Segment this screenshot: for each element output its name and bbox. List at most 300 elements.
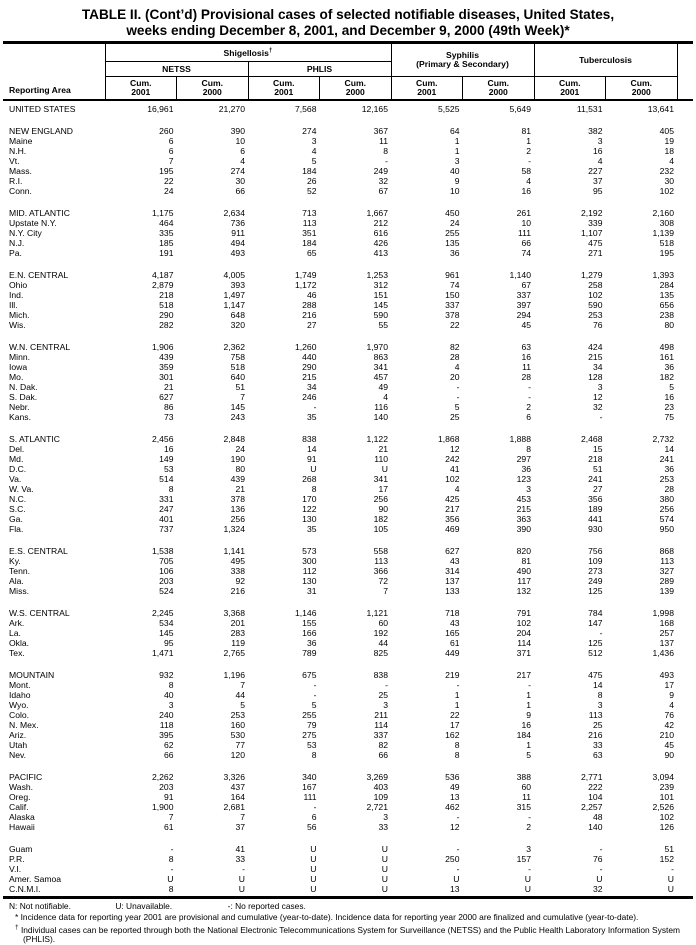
value-cell: 217 xyxy=(516,670,531,681)
value-cell: 253 xyxy=(230,710,245,721)
value-cell: 457 xyxy=(373,372,388,383)
value-cell: 3,094 xyxy=(652,772,674,783)
value-cell: 37 xyxy=(235,822,245,833)
value-cell: U xyxy=(524,874,531,885)
value-cell: 74 xyxy=(449,280,460,291)
value-cell: 3,326 xyxy=(223,772,245,783)
value-cell: 380 xyxy=(659,494,674,505)
row-label: Mont. xyxy=(9,680,31,691)
table-row xyxy=(3,596,677,618)
value-cell: 45 xyxy=(664,740,674,751)
table-row xyxy=(3,628,677,638)
value-cell: 36 xyxy=(664,362,674,373)
value-cell: 789 xyxy=(302,648,317,659)
value-cell: 289 xyxy=(659,576,674,587)
value-cell: 65 xyxy=(306,248,317,259)
value-cell: - xyxy=(599,844,603,855)
value-cell: 356 xyxy=(445,514,460,525)
value-cell: U xyxy=(381,884,388,895)
value-cell: 215 xyxy=(302,372,317,383)
row-label: PACIFIC xyxy=(9,772,43,783)
value-cell: 2,362 xyxy=(223,342,245,353)
value-cell: 140 xyxy=(373,412,388,423)
value-cell: 253 xyxy=(588,310,603,321)
value-cell: 627 xyxy=(159,392,174,403)
value-cell: 55 xyxy=(378,320,388,331)
value-cell: 268 xyxy=(302,474,317,485)
value-cell: - xyxy=(456,382,460,393)
value-cell: 32 xyxy=(378,176,388,187)
table-row xyxy=(3,330,677,352)
value-cell: 784 xyxy=(588,608,603,619)
value-cell: 201 xyxy=(230,618,245,629)
value-cell: 120 xyxy=(230,750,245,761)
value-cell: 863 xyxy=(373,352,388,363)
value-cell: 162 xyxy=(445,730,460,741)
value-cell: 184 xyxy=(516,730,531,741)
value-cell: 675 xyxy=(302,670,317,681)
legend-unavailable: U: Unavailable. xyxy=(115,901,173,912)
value-cell: 102 xyxy=(516,618,531,629)
value-cell: 4,187 xyxy=(151,270,174,281)
row-label: Miss. xyxy=(9,586,30,597)
value-cell: 359 xyxy=(159,362,174,373)
value-cell: 165 xyxy=(445,628,460,639)
value-cell: 151 xyxy=(373,290,388,301)
value-cell: 932 xyxy=(159,670,174,681)
value-cell: 2,681 xyxy=(223,802,245,813)
value-cell: 16 xyxy=(163,444,174,455)
value-cell: 405 xyxy=(659,126,674,137)
value-cell: 167 xyxy=(302,782,317,793)
year-label: 2000 xyxy=(345,87,365,98)
table-row xyxy=(3,812,677,822)
table-row xyxy=(3,382,677,392)
value-cell: 22 xyxy=(163,176,174,187)
value-cell: 102 xyxy=(588,290,603,301)
value-cell: 1,279 xyxy=(580,270,603,281)
row-label: N.H. xyxy=(9,146,27,157)
value-cell: 524 xyxy=(159,586,174,597)
value-cell: 130 xyxy=(302,514,317,525)
value-cell: 253 xyxy=(659,474,674,485)
value-cell: 3 xyxy=(454,156,460,167)
value-cell: - xyxy=(385,156,388,167)
value-cell: 3 xyxy=(597,136,603,147)
table-row xyxy=(3,514,677,524)
value-cell: 36 xyxy=(449,248,460,259)
value-cell: 2 xyxy=(526,402,531,413)
value-cell: 6 xyxy=(168,146,174,157)
value-cell: 3 xyxy=(597,382,603,393)
value-cell: 219 xyxy=(445,670,460,681)
value-cell: 440 xyxy=(302,352,317,363)
value-cell: 74 xyxy=(521,248,531,259)
table-row xyxy=(3,258,677,280)
row-label: Nev. xyxy=(9,750,27,761)
row-label: N. Mex. xyxy=(9,720,39,731)
value-cell: 217 xyxy=(445,504,460,515)
value-cell: 382 xyxy=(588,126,603,137)
value-cell: - xyxy=(456,812,460,823)
cum-label: Cum. xyxy=(201,77,223,88)
table-row xyxy=(3,854,677,864)
column-header-syphilis-cum-2000 xyxy=(463,77,535,100)
row-label: Vt. xyxy=(9,156,20,167)
value-cell: 41 xyxy=(235,844,245,855)
value-cell: 102 xyxy=(659,812,674,823)
value-cell: 13,641 xyxy=(647,104,674,115)
value-cell: 75 xyxy=(664,412,674,423)
value-cell: 390 xyxy=(516,524,531,535)
row-label: N.C. xyxy=(9,494,27,505)
value-cell: U xyxy=(310,854,317,865)
value-cell: 341 xyxy=(373,474,388,485)
value-cell: - xyxy=(456,680,460,691)
value-cell: 184 xyxy=(302,166,317,177)
row-label: Md. xyxy=(9,454,24,465)
value-cell: 133 xyxy=(445,586,460,597)
column-group-syphilis xyxy=(391,44,534,77)
value-cell: 441 xyxy=(588,514,603,525)
row-label: Ala. xyxy=(9,576,24,587)
footnote-marker: † xyxy=(15,923,19,931)
value-cell: 475 xyxy=(588,670,603,681)
value-cell: 2,765 xyxy=(223,648,245,659)
value-cell: U xyxy=(238,884,245,895)
value-cell: 403 xyxy=(373,782,388,793)
value-cell: 356 xyxy=(588,494,603,505)
value-cell: 112 xyxy=(302,566,317,577)
value-cell: 558 xyxy=(373,546,388,557)
value-cell: 66 xyxy=(378,750,388,761)
value-cell: 1,749 xyxy=(294,270,317,281)
value-cell: 35 xyxy=(306,524,317,535)
table-row xyxy=(3,146,677,156)
value-cell: 1,253 xyxy=(366,270,388,281)
value-cell: 95 xyxy=(592,186,603,197)
value-cell: 249 xyxy=(588,576,603,587)
value-cell: 534 xyxy=(159,618,174,629)
value-cell: 656 xyxy=(659,300,674,311)
value-cell: 3,269 xyxy=(366,772,388,783)
table-row xyxy=(3,822,677,832)
value-cell: 1,140 xyxy=(509,270,531,281)
value-cell: 145 xyxy=(230,402,245,413)
row-label: Del. xyxy=(9,444,25,455)
column-header-reporting-area: Reporting Area xyxy=(3,44,105,99)
value-cell: 1,122 xyxy=(366,434,388,445)
value-cell: U xyxy=(310,874,317,885)
value-cell: 255 xyxy=(445,228,460,239)
value-cell: 145 xyxy=(373,300,388,311)
value-cell: 426 xyxy=(373,238,388,249)
table-title-line1: TABLE II. (Cont’d) Provisional cases of selected notifiable diseases, United States, xyxy=(81,7,615,22)
value-cell: 31 xyxy=(306,586,317,597)
value-cell: 627 xyxy=(445,546,460,557)
value-cell: 2,245 xyxy=(151,608,174,619)
value-cell: 1,107 xyxy=(580,228,603,239)
value-cell: 63 xyxy=(592,750,603,761)
value-cell: 4 xyxy=(383,392,388,403)
value-cell: 238 xyxy=(659,310,674,321)
value-cell: 53 xyxy=(306,740,317,751)
value-cell: U xyxy=(310,464,317,475)
value-cell: 218 xyxy=(159,290,174,301)
value-cell: 66 xyxy=(521,238,531,249)
table-row xyxy=(3,884,677,894)
value-cell: U xyxy=(381,464,388,475)
row-label: Idaho xyxy=(9,690,31,701)
cum-label: Cum. xyxy=(273,77,295,88)
table-row xyxy=(3,412,677,422)
column-header-netss-cum-2001 xyxy=(105,77,177,100)
table-row xyxy=(3,474,677,484)
table-row xyxy=(3,524,677,534)
value-cell: 3 xyxy=(383,700,388,711)
value-cell: 1,906 xyxy=(151,342,174,353)
table-row xyxy=(3,740,677,750)
value-cell: 149 xyxy=(159,454,174,465)
table-row xyxy=(3,444,677,454)
value-cell: 215 xyxy=(588,352,603,363)
value-cell: 274 xyxy=(230,166,245,177)
footnotes-list xyxy=(9,913,689,945)
value-cell: 494 xyxy=(230,238,245,249)
value-cell: 424 xyxy=(588,342,603,353)
value-cell: 5 xyxy=(311,156,317,167)
value-cell: U xyxy=(310,844,317,855)
value-cell: 116 xyxy=(374,402,388,413)
value-cell: 17 xyxy=(449,720,460,731)
table-row xyxy=(3,730,677,740)
value-cell: 23 xyxy=(664,402,674,413)
value-cell: 2,262 xyxy=(151,772,174,783)
value-cell: 76 xyxy=(592,854,603,865)
value-cell: 17 xyxy=(664,680,674,691)
value-cell: 20 xyxy=(449,372,460,383)
value-cell: 34 xyxy=(306,382,317,393)
row-label: D.C. xyxy=(9,464,27,475)
value-cell: U xyxy=(167,874,174,885)
value-cell: 218 xyxy=(588,454,603,465)
value-cell: 5 xyxy=(669,382,674,393)
value-cell: 12 xyxy=(592,392,603,403)
value-cell: 52 xyxy=(306,186,317,197)
value-cell: 24 xyxy=(449,218,460,229)
value-cell: 518 xyxy=(159,300,174,311)
value-cell: 351 xyxy=(302,228,317,239)
row-label: Oreg. xyxy=(9,792,31,803)
value-cell: 182 xyxy=(373,514,388,525)
value-cell: 1,998 xyxy=(652,608,674,619)
value-cell: 16 xyxy=(521,186,531,197)
year-label: 2000 xyxy=(488,87,508,98)
value-cell: 122 xyxy=(302,504,317,515)
value-cell: 21 xyxy=(235,484,245,495)
value-cell: 2,721 xyxy=(366,802,388,813)
table-row xyxy=(3,176,677,186)
value-cell: 21,270 xyxy=(218,104,245,115)
value-cell: 498 xyxy=(659,342,674,353)
value-cell: 4 xyxy=(669,156,674,167)
value-cell: 210 xyxy=(659,730,674,741)
table-row xyxy=(3,104,677,114)
value-cell: 195 xyxy=(159,166,174,177)
value-cell: 21 xyxy=(163,382,174,393)
value-cell: 1,393 xyxy=(652,270,674,281)
value-cell: 6 xyxy=(168,136,174,147)
row-label: Pa. xyxy=(9,248,22,259)
value-cell: 182 xyxy=(659,372,674,383)
value-cell: 490 xyxy=(516,566,531,577)
value-cell: 60 xyxy=(378,618,388,629)
cum-label: Cum. xyxy=(416,77,438,88)
value-cell: 736 xyxy=(230,218,245,229)
value-cell: 11 xyxy=(379,136,388,147)
legend-line xyxy=(9,902,689,912)
value-cell: 758 xyxy=(230,352,245,363)
value-cell: 45 xyxy=(521,320,531,331)
value-cell: 28 xyxy=(664,484,674,495)
value-cell: 2 xyxy=(526,822,531,833)
value-cell: 339 xyxy=(588,218,603,229)
value-cell: 3 xyxy=(597,700,603,711)
value-cell: 8 xyxy=(383,146,388,157)
value-cell: 16 xyxy=(664,392,674,403)
value-cell: 1,260 xyxy=(294,342,317,353)
value-cell: 257 xyxy=(659,628,674,639)
value-cell: 4 xyxy=(240,156,245,167)
value-cell: 7 xyxy=(168,156,174,167)
value-cell: 216 xyxy=(302,310,317,321)
value-cell: 130 xyxy=(302,576,317,587)
value-cell: 204 xyxy=(516,628,531,639)
column-header-phlis-cum-2001 xyxy=(248,77,320,100)
value-cell: U xyxy=(381,864,388,875)
value-cell: 152 xyxy=(659,854,674,865)
value-cell: 1,900 xyxy=(151,802,174,813)
value-cell: 216 xyxy=(588,730,603,741)
value-cell: 453 xyxy=(516,494,531,505)
value-cell: 160 xyxy=(230,720,245,731)
value-cell: 5 xyxy=(454,402,460,413)
value-cell: 469 xyxy=(445,524,460,535)
value-cell: 91 xyxy=(306,454,317,465)
value-cell: 62 xyxy=(163,740,174,751)
shigellosis-label: Shigellosis xyxy=(223,47,269,58)
value-cell: - xyxy=(599,412,603,423)
value-cell: 46 xyxy=(306,290,317,301)
value-cell: 104 xyxy=(588,792,603,803)
value-cell: 1,538 xyxy=(151,546,174,557)
legend-not-notifiable: N: Not notifiable. xyxy=(9,901,71,912)
value-cell: 838 xyxy=(302,434,317,445)
dagger-footnote-mark: † xyxy=(268,46,273,54)
value-cell: 425 xyxy=(445,494,460,505)
value-cell: 15 xyxy=(592,444,603,455)
value-cell: 25 xyxy=(449,412,460,423)
value-cell: 246 xyxy=(302,392,317,403)
value-cell: 42 xyxy=(664,720,674,731)
header-row-groups xyxy=(3,44,677,62)
row-label: Iowa xyxy=(9,362,28,373)
value-cell: 35 xyxy=(306,412,317,423)
value-cell: U xyxy=(310,884,317,895)
value-cell: 36 xyxy=(664,464,674,475)
value-cell: 1 xyxy=(454,136,460,147)
value-cell: 32 xyxy=(592,884,603,895)
value-cell: 337 xyxy=(516,290,531,301)
value-cell: 640 xyxy=(230,372,245,383)
row-label: MOUNTAIN xyxy=(9,670,55,681)
value-cell: 335 xyxy=(159,228,174,239)
value-cell: 90 xyxy=(378,504,388,515)
table-row xyxy=(3,782,677,792)
row-label: Wash. xyxy=(9,782,34,793)
value-cell: 256 xyxy=(659,504,674,515)
value-cell: 247 xyxy=(159,504,174,515)
footnote xyxy=(9,913,689,923)
value-cell: 275 xyxy=(302,730,317,741)
row-label: UNITED STATES xyxy=(9,104,76,115)
value-cell: U xyxy=(381,874,388,885)
row-label: Kans. xyxy=(9,412,31,423)
value-cell: 43 xyxy=(449,618,460,629)
footnote-text: Incidence data for reporting year 2001 are provisional and cumulative (year-to-date). Incidence data for reporting year 2000 are finalized and cumulative (year-to-date). xyxy=(18,911,639,922)
value-cell: 37 xyxy=(592,176,603,187)
value-cell: 367 xyxy=(373,126,388,137)
table-row xyxy=(3,248,677,258)
value-cell: 315 xyxy=(516,802,531,813)
value-cell: 1,147 xyxy=(223,300,245,311)
row-label: Mich. xyxy=(9,310,30,321)
value-cell: - xyxy=(313,402,317,413)
value-cell: 215 xyxy=(516,504,531,515)
table-row xyxy=(3,392,677,402)
cum-label: Cum. xyxy=(344,77,366,88)
syphilis-label-line1: Syphilis xyxy=(446,49,479,60)
value-cell: 1 xyxy=(526,136,531,147)
value-cell: 574 xyxy=(659,514,674,525)
value-cell: - xyxy=(456,844,460,855)
table-row xyxy=(3,750,677,760)
value-cell: - xyxy=(671,864,674,875)
row-label: Ind. xyxy=(9,290,24,301)
syphilis-label-line2: (Primary & Secondary) xyxy=(416,59,509,70)
value-cell: 58 xyxy=(521,166,531,177)
value-cell: - xyxy=(528,382,531,393)
value-cell: 5,525 xyxy=(437,104,460,115)
value-cell: 145 xyxy=(159,628,174,639)
table-row xyxy=(3,166,677,176)
value-cell: 2,468 xyxy=(580,434,603,445)
value-cell: 101 xyxy=(659,792,674,803)
value-cell: 393 xyxy=(230,280,245,291)
table-row xyxy=(3,802,677,812)
value-cell: 8 xyxy=(311,484,317,495)
value-cell: 950 xyxy=(659,524,674,535)
value-cell: 109 xyxy=(373,792,388,803)
table-row xyxy=(3,556,677,566)
row-label: Ariz. xyxy=(9,730,27,741)
value-cell: 81 xyxy=(521,556,531,567)
value-cell: 718 xyxy=(445,608,460,619)
footnotes xyxy=(3,899,693,945)
value-cell: 24 xyxy=(235,444,245,455)
value-cell: 395 xyxy=(159,730,174,741)
value-cell: 2,848 xyxy=(223,434,245,445)
